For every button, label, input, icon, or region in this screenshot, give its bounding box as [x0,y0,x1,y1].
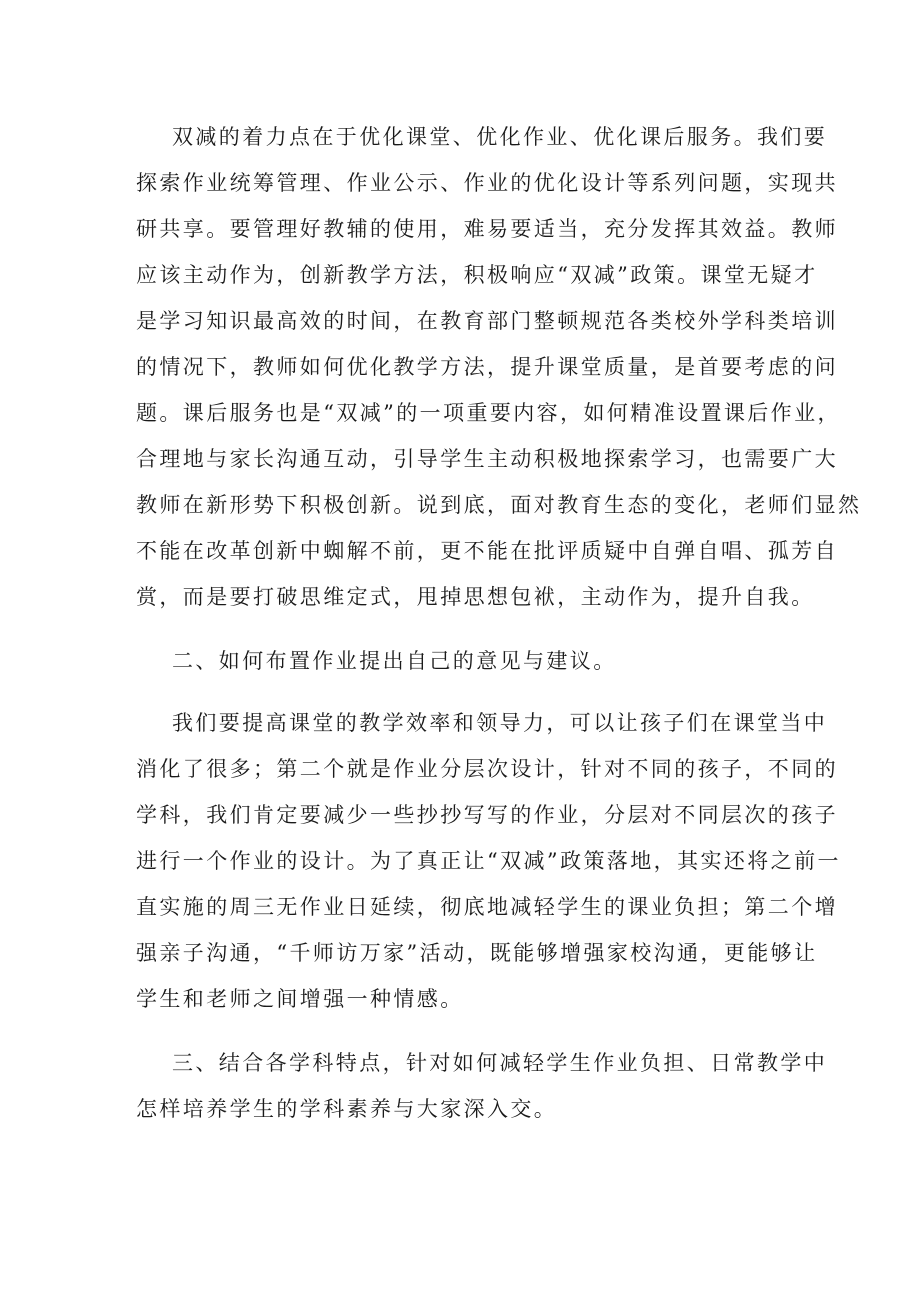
paragraph-1-line-4: 应该主动作为，创新教学方法，积极响应“双减”政策。课堂无疑才 [136,263,818,287]
paragraph-3-line-2: 消化了很多；第二个就是作业分层次设计，针对不同的孩子，不同的 [136,757,838,781]
section-heading-3-line-2: 怎样培养学生的学科素养与大家深入交。 [136,1097,558,1121]
paragraph-1-line-7: 题。课后服务也是“双减”的一项重要内容，如何精准设置课后作业， [136,401,841,425]
paragraph-1-line-2: 探索作业统筹管理、作业公示、作业的优化设计等系列问题，实现共 [136,171,838,195]
paragraph-3-line-6: 强亲子沟通，“千师访万家”活动，既能够增强家校沟通，更能够让 [136,941,818,965]
paragraph-3-line-4: 进行一个作业的设计。为了真正让“双减”政策落地，其实还将之前一 [136,849,841,873]
section-heading-2: 二、如何布置作业提出自己的意见与建议。 [172,649,617,673]
paragraph-1-line-1: 双减的着力点在于优化课堂、优化作业、优化课后服务。我们要 [172,125,828,149]
paragraph-1-line-11: 赏，而是要打破思维定式，甩掉思想包袱，主动作为，提升自我。 [136,585,815,609]
paragraph-1-line-9: 教师在新形势下积极创新。说到底，面对教育生态的变化，老师们显然 [136,493,862,517]
section-heading-3-line-1: 三、结合各学科特点，针对如何减轻学生作业负担、日常教学中 [172,1051,828,1075]
paragraph-3-line-1: 我们要提高课堂的教学效率和领导力，可以让孩子们在课堂当中 [172,711,828,735]
paragraph-3-line-7: 学生和老师之间增强一种情感。 [136,987,464,1011]
paragraph-3-line-5: 直实施的周三无作业日延续，彻底地减轻学生的课业负担；第二个增 [136,895,838,919]
paragraph-1-line-3: 研共享。要管理好教辅的使用，难易要适当，充分发挥其效益。教师 [136,217,838,241]
paragraph-1-line-10: 不能在改革创新中蜘解不前，更不能在批评质疑中自弹自唱、孤芳自 [136,539,838,563]
paragraph-1-line-8: 合理地与家长沟通互动，引导学生主动积极地探索学习，也需要广大 [136,447,838,471]
paragraph-1-line-6: 的情况下，教师如何优化教学方法，提升课堂质量，是首要考虑的问 [136,355,838,379]
paragraph-3-line-3: 学科，我们肯定要减少一些抄抄写写的作业，分层对不同层次的孩子 [136,803,838,827]
paragraph-1-line-5: 是学习知识最高效的时间，在教育部门整顿规范各类校外学科类培训 [136,309,838,333]
